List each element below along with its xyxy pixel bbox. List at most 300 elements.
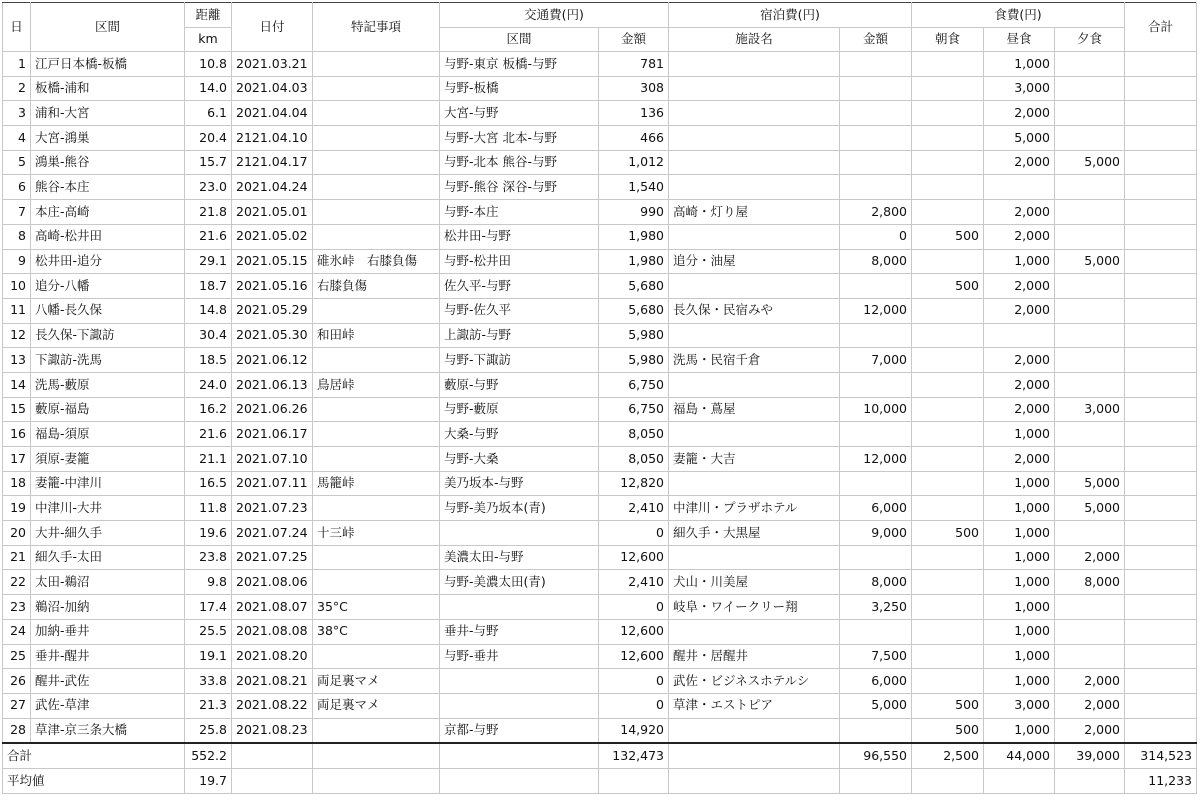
cell-segment[interactable]: 江戸日本橋-板橋 bbox=[31, 52, 185, 77]
cell-lodging-amount[interactable]: 12,000 bbox=[840, 298, 912, 323]
cell-day[interactable]: 6 bbox=[3, 175, 31, 200]
cell-lunch[interactable]: 1,000 bbox=[984, 471, 1055, 496]
cell-distance[interactable]: 21.1 bbox=[185, 447, 232, 472]
cell-lodging-amount[interactable]: 7,500 bbox=[840, 644, 912, 669]
cell-day[interactable]: 17 bbox=[3, 447, 31, 472]
cell-date[interactable]: 2021.08.20 bbox=[232, 644, 313, 669]
cell-segment[interactable]: 板橋-浦和 bbox=[31, 76, 185, 101]
averages-blank[interactable] bbox=[984, 768, 1055, 793]
cell-lodging-facility[interactable] bbox=[669, 224, 840, 249]
cell-distance[interactable]: 14.0 bbox=[185, 76, 232, 101]
cell-date[interactable]: 2121.04.10 bbox=[232, 126, 313, 151]
cell-dinner[interactable] bbox=[1055, 323, 1125, 348]
cell-lodging-facility[interactable]: 福島・蔦屋 bbox=[669, 397, 840, 422]
averages-blank[interactable] bbox=[232, 768, 313, 793]
cell-note[interactable]: 右膝負傷 bbox=[313, 274, 440, 299]
cell-breakfast[interactable] bbox=[912, 397, 984, 422]
cell-distance[interactable]: 25.5 bbox=[185, 619, 232, 644]
cell-distance[interactable]: 21.6 bbox=[185, 422, 232, 447]
cell-lodging-facility[interactable] bbox=[669, 422, 840, 447]
cell-breakfast[interactable] bbox=[912, 76, 984, 101]
cell-breakfast[interactable] bbox=[912, 101, 984, 126]
cell-date[interactable]: 2021.08.22 bbox=[232, 693, 313, 718]
cell-distance[interactable]: 15.7 bbox=[185, 150, 232, 175]
cell-transport-amount[interactable]: 990 bbox=[599, 200, 669, 225]
cell-breakfast[interactable]: 500 bbox=[912, 718, 984, 743]
cell-day[interactable]: 12 bbox=[3, 323, 31, 348]
cell-day[interactable]: 9 bbox=[3, 249, 31, 274]
cell-breakfast[interactable] bbox=[912, 323, 984, 348]
cell-lodging-amount[interactable]: 8,000 bbox=[840, 570, 912, 595]
cell-dinner[interactable] bbox=[1055, 447, 1125, 472]
cell-lunch[interactable] bbox=[984, 323, 1055, 348]
cell-lodging-facility[interactable] bbox=[669, 718, 840, 743]
cell-total[interactable] bbox=[1125, 397, 1197, 422]
cell-day[interactable]: 11 bbox=[3, 298, 31, 323]
cell-lunch[interactable]: 2,000 bbox=[984, 150, 1055, 175]
totals-blank[interactable] bbox=[669, 743, 840, 768]
cell-transport-segment[interactable]: 与野-佐久平 bbox=[440, 298, 599, 323]
cell-total[interactable] bbox=[1125, 175, 1197, 200]
cell-transport-segment[interactable]: 与野-東京 板橋-与野 bbox=[440, 52, 599, 77]
cell-breakfast[interactable] bbox=[912, 249, 984, 274]
cell-transport-amount[interactable]: 136 bbox=[599, 101, 669, 126]
cell-transport-segment[interactable] bbox=[440, 669, 599, 694]
totals-blank[interactable] bbox=[232, 743, 313, 768]
cell-lodging-amount[interactable]: 10,000 bbox=[840, 397, 912, 422]
cell-date[interactable]: 2021.08.06 bbox=[232, 570, 313, 595]
cell-transport-amount[interactable]: 1,980 bbox=[599, 224, 669, 249]
cell-segment[interactable]: 熊谷-本庄 bbox=[31, 175, 185, 200]
cell-segment[interactable]: 八幡-長久保 bbox=[31, 298, 185, 323]
cell-transport-segment[interactable]: 与野-大宮 北本-与野 bbox=[440, 126, 599, 151]
cell-distance[interactable]: 18.5 bbox=[185, 348, 232, 373]
cell-date[interactable]: 2021.07.24 bbox=[232, 521, 313, 546]
cell-total[interactable] bbox=[1125, 150, 1197, 175]
cell-lodging-amount[interactable] bbox=[840, 126, 912, 151]
cell-distance[interactable]: 24.0 bbox=[185, 372, 232, 397]
cell-transport-segment[interactable]: 美濃太田-与野 bbox=[440, 545, 599, 570]
cell-distance[interactable]: 9.8 bbox=[185, 570, 232, 595]
cell-segment[interactable]: 武佐-草津 bbox=[31, 693, 185, 718]
cell-dinner[interactable] bbox=[1055, 595, 1125, 620]
cell-distance[interactable]: 11.8 bbox=[185, 496, 232, 521]
cell-dinner[interactable] bbox=[1055, 76, 1125, 101]
cell-dinner[interactable] bbox=[1055, 644, 1125, 669]
averages-blank[interactable] bbox=[840, 768, 912, 793]
cell-date[interactable]: 2021.07.25 bbox=[232, 545, 313, 570]
cell-date[interactable]: 2021.05.01 bbox=[232, 200, 313, 225]
cell-segment[interactable]: 松井田-追分 bbox=[31, 249, 185, 274]
cell-lunch[interactable]: 2,000 bbox=[984, 101, 1055, 126]
cell-transport-amount[interactable]: 12,600 bbox=[599, 644, 669, 669]
cell-date[interactable]: 2021.06.13 bbox=[232, 372, 313, 397]
cell-segment[interactable]: 加納-垂井 bbox=[31, 619, 185, 644]
cell-note[interactable]: 両足裏マメ bbox=[313, 693, 440, 718]
cell-dinner[interactable]: 5,000 bbox=[1055, 496, 1125, 521]
cell-lodging-amount[interactable]: 6,000 bbox=[840, 496, 912, 521]
cell-transport-amount[interactable]: 0 bbox=[599, 669, 669, 694]
cell-lodging-facility[interactable] bbox=[669, 372, 840, 397]
cell-total[interactable] bbox=[1125, 323, 1197, 348]
cell-transport-segment[interactable]: 大桑-与野 bbox=[440, 422, 599, 447]
cell-date[interactable]: 2121.04.17 bbox=[232, 150, 313, 175]
cell-note[interactable]: 鳥居峠 bbox=[313, 372, 440, 397]
cell-distance[interactable]: 23.8 bbox=[185, 545, 232, 570]
cell-lodging-amount[interactable] bbox=[840, 372, 912, 397]
cell-segment[interactable]: 洗馬-藪原 bbox=[31, 372, 185, 397]
cell-date[interactable]: 2021.06.17 bbox=[232, 422, 313, 447]
cell-total[interactable] bbox=[1125, 595, 1197, 620]
cell-note[interactable] bbox=[313, 644, 440, 669]
cell-lodging-facility[interactable] bbox=[669, 545, 840, 570]
cell-distance[interactable]: 21.8 bbox=[185, 200, 232, 225]
cell-lodging-amount[interactable]: 3,250 bbox=[840, 595, 912, 620]
cell-date[interactable]: 2021.04.24 bbox=[232, 175, 313, 200]
cell-distance[interactable]: 18.7 bbox=[185, 274, 232, 299]
cell-segment[interactable]: 大宮-鴻巣 bbox=[31, 126, 185, 151]
cell-lunch[interactable]: 1,000 bbox=[984, 249, 1055, 274]
cell-transport-segment[interactable]: 与野-熊谷 深谷-与野 bbox=[440, 175, 599, 200]
cell-dinner[interactable]: 8,000 bbox=[1055, 570, 1125, 595]
cell-segment[interactable]: 醒井-武佐 bbox=[31, 669, 185, 694]
cell-day[interactable]: 18 bbox=[3, 471, 31, 496]
averages-blank[interactable] bbox=[313, 768, 440, 793]
cell-day[interactable]: 19 bbox=[3, 496, 31, 521]
cell-total[interactable] bbox=[1125, 619, 1197, 644]
cell-dinner[interactable] bbox=[1055, 619, 1125, 644]
cell-lunch[interactable]: 1,000 bbox=[984, 422, 1055, 447]
cell-segment[interactable]: 中津川-大井 bbox=[31, 496, 185, 521]
cell-date[interactable]: 2021.08.07 bbox=[232, 595, 313, 620]
cell-lodging-amount[interactable] bbox=[840, 718, 912, 743]
cell-transport-segment[interactable]: 与野-下諏訪 bbox=[440, 348, 599, 373]
cell-transport-amount[interactable]: 0 bbox=[599, 595, 669, 620]
averages-total[interactable]: 11,233 bbox=[1125, 768, 1197, 793]
cell-lodging-facility[interactable]: 岐阜・ワイークリー翔 bbox=[669, 595, 840, 620]
averages-blank[interactable] bbox=[669, 768, 840, 793]
totals-distance[interactable]: 552.2 bbox=[185, 743, 232, 768]
cell-distance[interactable]: 25.8 bbox=[185, 718, 232, 743]
cell-distance[interactable]: 14.8 bbox=[185, 298, 232, 323]
cell-segment[interactable]: 細久手-太田 bbox=[31, 545, 185, 570]
cell-breakfast[interactable] bbox=[912, 150, 984, 175]
cell-date[interactable]: 2021.08.21 bbox=[232, 669, 313, 694]
cell-date[interactable]: 2021.07.10 bbox=[232, 447, 313, 472]
cell-segment[interactable]: 追分-八幡 bbox=[31, 274, 185, 299]
cell-lodging-facility[interactable] bbox=[669, 619, 840, 644]
cell-note[interactable] bbox=[313, 101, 440, 126]
cell-breakfast[interactable] bbox=[912, 595, 984, 620]
cell-lunch[interactable]: 1,000 bbox=[984, 545, 1055, 570]
cell-note[interactable] bbox=[313, 175, 440, 200]
cell-lunch[interactable]: 3,000 bbox=[984, 693, 1055, 718]
cell-day[interactable]: 25 bbox=[3, 644, 31, 669]
totals-blank[interactable] bbox=[313, 743, 440, 768]
cell-lodging-facility[interactable]: 中津川・プラザホテル bbox=[669, 496, 840, 521]
cell-transport-segment[interactable]: 与野-大桑 bbox=[440, 447, 599, 472]
cell-note[interactable]: 和田峠 bbox=[313, 323, 440, 348]
cell-transport-amount[interactable]: 12,820 bbox=[599, 471, 669, 496]
cell-breakfast[interactable] bbox=[912, 471, 984, 496]
cell-lunch[interactable]: 1,000 bbox=[984, 644, 1055, 669]
cell-breakfast[interactable] bbox=[912, 644, 984, 669]
cell-distance[interactable]: 21.6 bbox=[185, 224, 232, 249]
cell-transport-amount[interactable]: 6,750 bbox=[599, 397, 669, 422]
cell-note[interactable]: 35°C bbox=[313, 595, 440, 620]
cell-transport-amount[interactable]: 14,920 bbox=[599, 718, 669, 743]
cell-lodging-facility[interactable] bbox=[669, 101, 840, 126]
cell-breakfast[interactable] bbox=[912, 200, 984, 225]
cell-total[interactable] bbox=[1125, 348, 1197, 373]
cell-lunch[interactable]: 1,000 bbox=[984, 669, 1055, 694]
cell-note[interactable]: 馬籠峠 bbox=[313, 471, 440, 496]
cell-total[interactable] bbox=[1125, 224, 1197, 249]
cell-lunch[interactable]: 1,000 bbox=[984, 496, 1055, 521]
cell-total[interactable] bbox=[1125, 249, 1197, 274]
cell-transport-segment[interactable] bbox=[440, 693, 599, 718]
cell-lodging-facility[interactable]: 妻籠・大吉 bbox=[669, 447, 840, 472]
cell-transport-segment[interactable]: 藪原-与野 bbox=[440, 372, 599, 397]
cell-note[interactable] bbox=[313, 52, 440, 77]
cell-dinner[interactable]: 2,000 bbox=[1055, 669, 1125, 694]
averages-blank[interactable] bbox=[912, 768, 984, 793]
cell-date[interactable]: 2021.04.03 bbox=[232, 76, 313, 101]
cell-note[interactable] bbox=[313, 76, 440, 101]
cell-lunch[interactable]: 5,000 bbox=[984, 126, 1055, 151]
cell-lodging-facility[interactable]: 醒井・居醒井 bbox=[669, 644, 840, 669]
cell-breakfast[interactable] bbox=[912, 496, 984, 521]
cell-transport-segment[interactable]: 与野-美濃太田(青) bbox=[440, 570, 599, 595]
cell-date[interactable]: 2021.06.26 bbox=[232, 397, 313, 422]
averages-blank[interactable] bbox=[1055, 768, 1125, 793]
cell-transport-amount[interactable]: 5,680 bbox=[599, 274, 669, 299]
cell-total[interactable] bbox=[1125, 126, 1197, 151]
cell-transport-segment[interactable]: 大宮-与野 bbox=[440, 101, 599, 126]
cell-breakfast[interactable] bbox=[912, 545, 984, 570]
cell-lodging-facility[interactable]: 犬山・川美屋 bbox=[669, 570, 840, 595]
cell-total[interactable] bbox=[1125, 101, 1197, 126]
averages-blank[interactable] bbox=[440, 768, 599, 793]
cell-dinner[interactable] bbox=[1055, 348, 1125, 373]
cell-lodging-facility[interactable] bbox=[669, 471, 840, 496]
cell-note[interactable] bbox=[313, 718, 440, 743]
cell-dinner[interactable] bbox=[1055, 521, 1125, 546]
cell-transport-amount[interactable]: 2,410 bbox=[599, 496, 669, 521]
cell-segment[interactable]: 本庄-高崎 bbox=[31, 200, 185, 225]
cell-day[interactable]: 22 bbox=[3, 570, 31, 595]
cell-transport-segment[interactable]: 与野-本庄 bbox=[440, 200, 599, 225]
cell-dinner[interactable] bbox=[1055, 200, 1125, 225]
cell-lodging-facility[interactable]: 細久手・大黒屋 bbox=[669, 521, 840, 546]
cell-lunch[interactable] bbox=[984, 175, 1055, 200]
cell-transport-segment[interactable]: 与野-美乃坂本(青) bbox=[440, 496, 599, 521]
cell-total[interactable] bbox=[1125, 274, 1197, 299]
cell-distance[interactable]: 19.1 bbox=[185, 644, 232, 669]
cell-lodging-amount[interactable]: 2,800 bbox=[840, 200, 912, 225]
cell-segment[interactable]: 下諏訪-洗馬 bbox=[31, 348, 185, 373]
cell-lodging-amount[interactable] bbox=[840, 150, 912, 175]
cell-lodging-facility[interactable] bbox=[669, 274, 840, 299]
cell-transport-segment[interactable]: 京都-与野 bbox=[440, 718, 599, 743]
cell-date[interactable]: 2021.05.29 bbox=[232, 298, 313, 323]
cell-note[interactable]: 碓氷峠 右膝負傷 bbox=[313, 249, 440, 274]
cell-note[interactable]: 十三峠 bbox=[313, 521, 440, 546]
cell-segment[interactable]: 草津-京三条大橋 bbox=[31, 718, 185, 743]
cell-total[interactable] bbox=[1125, 298, 1197, 323]
totals-transport-amount[interactable]: 132,473 bbox=[599, 743, 669, 768]
cell-breakfast[interactable] bbox=[912, 348, 984, 373]
cell-date[interactable]: 2021.07.23 bbox=[232, 496, 313, 521]
cell-segment[interactable]: 太田-鵜沼 bbox=[31, 570, 185, 595]
cell-lunch[interactable]: 3,000 bbox=[984, 76, 1055, 101]
cell-day[interactable]: 7 bbox=[3, 200, 31, 225]
cell-date[interactable]: 2021.05.15 bbox=[232, 249, 313, 274]
cell-lodging-amount[interactable]: 5,000 bbox=[840, 693, 912, 718]
cell-date[interactable]: 2021.03.21 bbox=[232, 52, 313, 77]
cell-total[interactable] bbox=[1125, 447, 1197, 472]
cell-note[interactable] bbox=[313, 422, 440, 447]
cell-dinner[interactable]: 2,000 bbox=[1055, 718, 1125, 743]
cell-date[interactable]: 2021.05.30 bbox=[232, 323, 313, 348]
cell-total[interactable] bbox=[1125, 471, 1197, 496]
cell-lodging-amount[interactable] bbox=[840, 619, 912, 644]
cell-lodging-facility[interactable] bbox=[669, 150, 840, 175]
cell-lodging-amount[interactable]: 6,000 bbox=[840, 669, 912, 694]
cell-lunch[interactable]: 2,000 bbox=[984, 200, 1055, 225]
cell-transport-segment[interactable]: 松井田-与野 bbox=[440, 224, 599, 249]
cell-lodging-amount[interactable] bbox=[840, 52, 912, 77]
cell-lunch[interactable]: 2,000 bbox=[984, 224, 1055, 249]
cell-total[interactable] bbox=[1125, 496, 1197, 521]
cell-distance[interactable]: 16.5 bbox=[185, 471, 232, 496]
cell-lodging-amount[interactable]: 12,000 bbox=[840, 447, 912, 472]
cell-segment[interactable]: 長久保-下諏訪 bbox=[31, 323, 185, 348]
cell-lodging-facility[interactable]: 追分・油屋 bbox=[669, 249, 840, 274]
cell-dinner[interactable] bbox=[1055, 298, 1125, 323]
cell-note[interactable] bbox=[313, 348, 440, 373]
cell-lunch[interactable]: 2,000 bbox=[984, 447, 1055, 472]
cell-lunch[interactable]: 1,000 bbox=[984, 52, 1055, 77]
cell-total[interactable] bbox=[1125, 422, 1197, 447]
cell-note[interactable] bbox=[313, 496, 440, 521]
cell-lodging-facility[interactable] bbox=[669, 126, 840, 151]
cell-distance[interactable]: 20.4 bbox=[185, 126, 232, 151]
cell-note[interactable] bbox=[313, 545, 440, 570]
cell-total[interactable] bbox=[1125, 718, 1197, 743]
cell-dinner[interactable] bbox=[1055, 126, 1125, 151]
cell-note[interactable] bbox=[313, 126, 440, 151]
cell-day[interactable]: 14 bbox=[3, 372, 31, 397]
cell-distance[interactable]: 33.8 bbox=[185, 669, 232, 694]
cell-day[interactable]: 23 bbox=[3, 595, 31, 620]
cell-breakfast[interactable] bbox=[912, 52, 984, 77]
cell-lodging-facility[interactable] bbox=[669, 52, 840, 77]
cell-transport-segment[interactable]: 与野-松井田 bbox=[440, 249, 599, 274]
cell-segment[interactable]: 藪原-福島 bbox=[31, 397, 185, 422]
cell-day[interactable]: 28 bbox=[3, 718, 31, 743]
cell-distance[interactable]: 16.2 bbox=[185, 397, 232, 422]
cell-dinner[interactable]: 2,000 bbox=[1055, 693, 1125, 718]
cell-distance[interactable]: 29.1 bbox=[185, 249, 232, 274]
cell-distance[interactable]: 21.3 bbox=[185, 693, 232, 718]
totals-lodging-amount[interactable]: 96,550 bbox=[840, 743, 912, 768]
cell-total[interactable] bbox=[1125, 669, 1197, 694]
cell-day[interactable]: 2 bbox=[3, 76, 31, 101]
cell-segment[interactable]: 福島-須原 bbox=[31, 422, 185, 447]
cell-day[interactable]: 27 bbox=[3, 693, 31, 718]
cell-date[interactable]: 2021.05.16 bbox=[232, 274, 313, 299]
cell-day[interactable]: 8 bbox=[3, 224, 31, 249]
cell-transport-segment[interactable]: 佐久平-与野 bbox=[440, 274, 599, 299]
cell-breakfast[interactable] bbox=[912, 422, 984, 447]
cell-lodging-amount[interactable] bbox=[840, 422, 912, 447]
cell-dinner[interactable] bbox=[1055, 422, 1125, 447]
cell-day[interactable]: 3 bbox=[3, 101, 31, 126]
cell-transport-amount[interactable]: 5,680 bbox=[599, 298, 669, 323]
cell-transport-segment[interactable]: 美乃坂本-与野 bbox=[440, 471, 599, 496]
cell-transport-segment[interactable]: 垂井-与野 bbox=[440, 619, 599, 644]
cell-segment[interactable]: 浦和-大宮 bbox=[31, 101, 185, 126]
cell-note[interactable] bbox=[313, 150, 440, 175]
cell-transport-segment[interactable]: 与野-北本 熊谷-与野 bbox=[440, 150, 599, 175]
cell-distance[interactable]: 17.4 bbox=[185, 595, 232, 620]
cell-date[interactable]: 2021.08.23 bbox=[232, 718, 313, 743]
cell-transport-segment[interactable] bbox=[440, 595, 599, 620]
cell-transport-amount[interactable]: 466 bbox=[599, 126, 669, 151]
cell-total[interactable] bbox=[1125, 372, 1197, 397]
cell-lunch[interactable]: 1,000 bbox=[984, 570, 1055, 595]
cell-dinner[interactable]: 5,000 bbox=[1055, 150, 1125, 175]
cell-note[interactable] bbox=[313, 224, 440, 249]
cell-distance[interactable]: 6.1 bbox=[185, 101, 232, 126]
cell-day[interactable]: 16 bbox=[3, 422, 31, 447]
cell-note[interactable]: 両足裏マメ bbox=[313, 669, 440, 694]
cell-total[interactable] bbox=[1125, 200, 1197, 225]
cell-day[interactable]: 20 bbox=[3, 521, 31, 546]
cell-transport-amount[interactable]: 308 bbox=[599, 76, 669, 101]
cell-total[interactable] bbox=[1125, 76, 1197, 101]
cell-total[interactable] bbox=[1125, 545, 1197, 570]
cell-distance[interactable]: 30.4 bbox=[185, 323, 232, 348]
cell-total[interactable] bbox=[1125, 644, 1197, 669]
cell-note[interactable] bbox=[313, 570, 440, 595]
cell-transport-amount[interactable]: 5,980 bbox=[599, 348, 669, 373]
cell-lunch[interactable]: 1,000 bbox=[984, 718, 1055, 743]
cell-transport-segment[interactable]: 与野-板橋 bbox=[440, 76, 599, 101]
cell-breakfast[interactable] bbox=[912, 126, 984, 151]
cell-lodging-amount[interactable] bbox=[840, 323, 912, 348]
cell-breakfast[interactable]: 500 bbox=[912, 224, 984, 249]
totals-total[interactable]: 314,523 bbox=[1125, 743, 1197, 768]
cell-lodging-facility[interactable] bbox=[669, 175, 840, 200]
cell-dinner[interactable]: 2,000 bbox=[1055, 545, 1125, 570]
cell-lodging-facility[interactable] bbox=[669, 76, 840, 101]
cell-transport-amount[interactable]: 1,980 bbox=[599, 249, 669, 274]
cell-lodging-facility[interactable]: 高崎・灯り屋 bbox=[669, 200, 840, 225]
cell-breakfast[interactable] bbox=[912, 175, 984, 200]
cell-transport-amount[interactable]: 8,050 bbox=[599, 447, 669, 472]
cell-lodging-facility[interactable]: 長久保・民宿みや bbox=[669, 298, 840, 323]
cell-lodging-amount[interactable] bbox=[840, 545, 912, 570]
cell-lodging-amount[interactable]: 8,000 bbox=[840, 249, 912, 274]
totals-blank[interactable] bbox=[440, 743, 599, 768]
averages-distance[interactable]: 19.7 bbox=[185, 768, 232, 793]
cell-distance[interactable]: 19.6 bbox=[185, 521, 232, 546]
cell-transport-amount[interactable]: 1,012 bbox=[599, 150, 669, 175]
cell-dinner[interactable] bbox=[1055, 101, 1125, 126]
cell-total[interactable] bbox=[1125, 570, 1197, 595]
